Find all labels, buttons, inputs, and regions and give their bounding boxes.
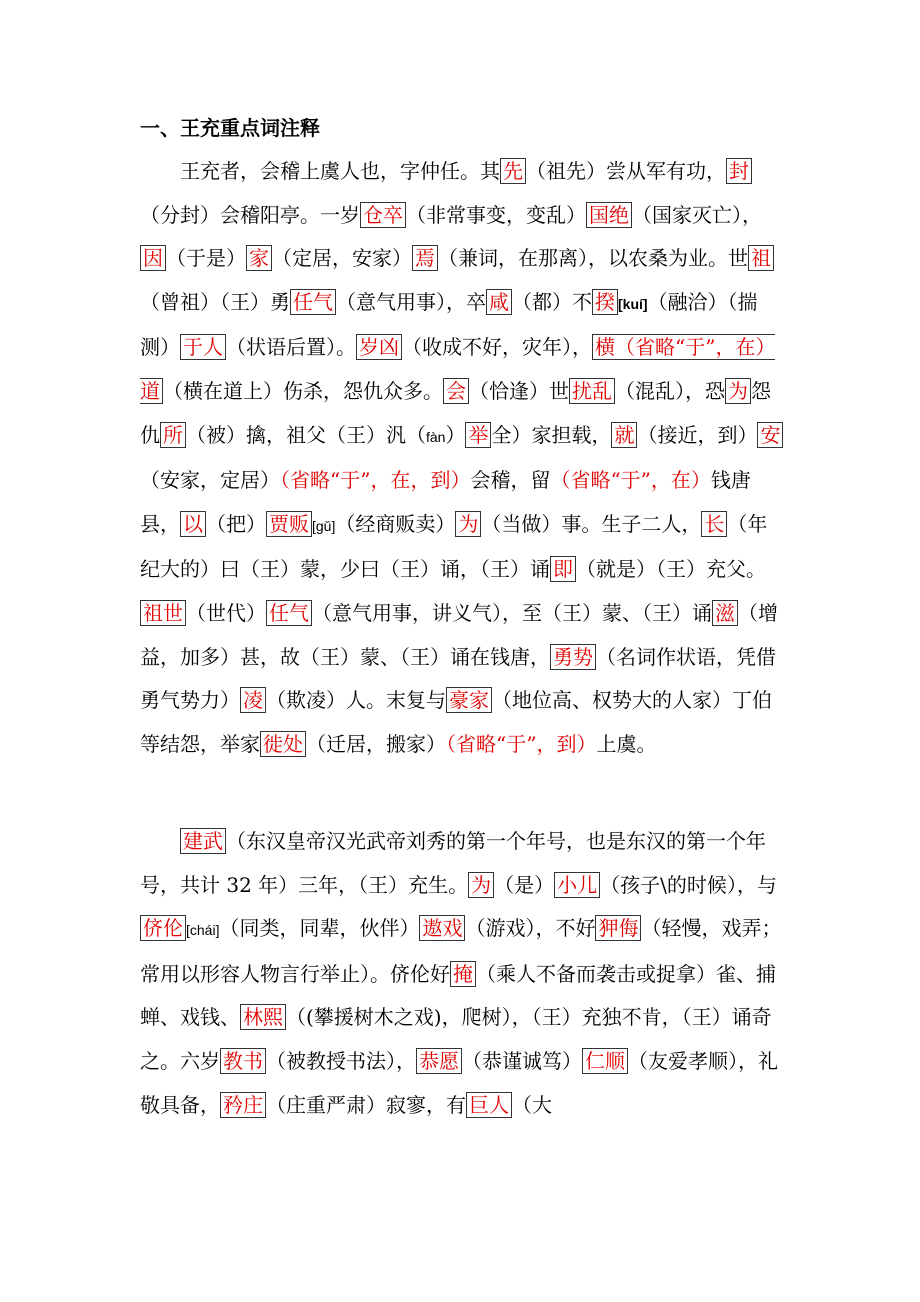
text-segment: （安家，定居） <box>140 468 280 493</box>
annotated-term: 掩 <box>450 961 476 987</box>
text-segment: （大 <box>512 1092 552 1117</box>
annotated-term: 咸 <box>486 289 512 315</box>
text-segment: （迁居，搬家） <box>306 731 446 756</box>
annotated-term: 即 <box>550 556 576 582</box>
text-segment: （把） <box>206 511 266 536</box>
text-segment: （横在道上）伤杀，怨仇众多。 <box>163 378 443 403</box>
text-segment: （混乱），恐 <box>615 378 725 403</box>
annotated-term: 举 <box>465 422 491 448</box>
annotated-term: 扰乱 <box>569 378 615 404</box>
text-segment: （意气用事），卒 <box>336 289 486 314</box>
text-segment: 王充者，会稽上虞人也，字仲任。其 <box>180 159 500 183</box>
text-segment: 怨仇 <box>140 378 771 447</box>
pinyin-annotation: [kuí] <box>618 295 648 312</box>
text-segment: （于是） <box>166 246 246 271</box>
text-segment: （状语后置）。 <box>226 335 356 360</box>
pinyin-annotation: [gǔ] <box>312 517 336 534</box>
annotated-term: 为 <box>725 378 751 404</box>
annotated-term: 恭愿 <box>416 1048 462 1074</box>
annotated-term: 家 <box>246 245 272 271</box>
text-segment: （恭谨诚笃） <box>462 1048 582 1073</box>
text-segment: （接近，到） <box>637 422 758 447</box>
text-segment: （东汉皇帝汉光武帝刘秀的第一个年号，也是东汉的第一个年号，共计 32 年）三年，（王）充生。 <box>140 829 766 897</box>
annotated-term: 所 <box>160 422 186 448</box>
pinyin-annotation: [chái] <box>186 922 220 939</box>
text-segment: （名词作状语，凭借勇气势力） <box>140 644 776 713</box>
text-segment: （被）擒，祖父（王）汎（ <box>186 422 426 447</box>
annotated-term: 徙处 <box>260 731 306 757</box>
annotated-term: 以 <box>180 511 206 537</box>
annotated-term: 贾贩 <box>266 511 312 537</box>
annotated-term: 林熙 <box>240 1004 286 1030</box>
text-segment: （地位高、权势大的人家）丁伯等结怨，举家 <box>140 688 772 756</box>
text-segment: （(攀援树木之戏)，爬树），（王）充独不肯，（王）诵奇之。六岁 <box>140 1005 772 1073</box>
paragraph-1 <box>140 150 785 766</box>
text-segment: （兼词，在那离），以农桑为业。世 <box>438 246 748 271</box>
section-heading: 一、王充重点词注释 <box>140 116 320 140</box>
text-segment: （世代） <box>186 600 266 625</box>
annotated-term: 就 <box>611 422 637 448</box>
annotated-term: 狎侮 <box>595 915 641 941</box>
annotated-term: 安 <box>757 422 783 448</box>
text-segment: （融洽）（揣测） <box>140 289 758 360</box>
text-segment: ） <box>445 422 466 447</box>
annotated-term: 遨戏 <box>419 915 465 941</box>
annotated-term: 矜庄 <box>220 1092 266 1118</box>
text-segment: （都）不 <box>512 289 592 314</box>
annotated-term: 建武 <box>180 828 226 854</box>
annotated-term: 焉 <box>412 245 438 271</box>
text-segment: （当做）事。生子二人， <box>481 511 702 536</box>
text-segment: （欺凌）人。末复与 <box>266 688 446 713</box>
text-segment: （庄重严肃）寂寥，有 <box>266 1092 466 1117</box>
text-segment: （轻慢，戏弄；常用以形容人物言行举止）。侪伦好 <box>140 916 782 986</box>
annotated-term: 仁顺 <box>582 1048 628 1074</box>
text-segment: （是） <box>494 872 555 897</box>
annotated-term: 侪伦 <box>140 915 186 941</box>
text-segment: （年纪大的）曰（王）蒙，少曰（王）诵，（王）诵 <box>140 511 768 582</box>
annotated-term: 祖 <box>748 245 774 271</box>
paragraph-2 <box>140 820 785 1127</box>
annotated-term: 小儿 <box>554 872 600 898</box>
text-segment: （恰逢）世 <box>469 378 569 403</box>
annotated-term: 会 <box>443 378 469 404</box>
annotated-term: 为 <box>468 872 494 898</box>
annotated-term: 任气 <box>290 289 336 315</box>
annotated-term: 滋 <box>712 600 738 626</box>
text-segment: （曾祖）（王）勇 <box>140 289 290 314</box>
annotated-term: 长 <box>701 511 727 537</box>
annotated-term: 岁凶 <box>356 334 402 360</box>
annotated-term: 勇势 <box>550 644 596 670</box>
annotated-term: 先 <box>500 158 526 184</box>
annotated-term: 揆 <box>592 289 618 315</box>
text-segment: （意气用事，讲义气），至（王）蒙、（王）诵 <box>312 600 712 625</box>
text-segment: （孩子\的时候），与 <box>600 872 777 897</box>
annotated-term: 封 <box>726 158 752 184</box>
text-segment: （收成不好，灾年）， <box>402 335 592 360</box>
text-segment: （增益，加多）甚，故（王）蒙、（王）诵在钱唐， <box>140 600 778 669</box>
text-segment: （经商贩卖） <box>335 511 456 536</box>
omission-note: （省略“于”，在） <box>550 468 711 493</box>
annotated-term: 教书 <box>220 1048 266 1074</box>
text-segment: （同类，同辈，伙伴） <box>219 916 420 941</box>
annotated-term: 祖世 <box>140 600 186 626</box>
text-segment: 全）家担载， <box>491 422 612 447</box>
annotated-term: 凌 <box>240 687 266 713</box>
text-segment: （国家灭亡）， <box>632 202 762 227</box>
annotated-term: 于人 <box>180 334 226 360</box>
annotated-term: 巨人 <box>466 1092 512 1118</box>
annotated-term: 因 <box>140 245 166 271</box>
omission-note: （省略“于”，到） <box>446 731 597 756</box>
text-segment: 会稽，留 <box>470 468 551 493</box>
text-segment: 上虞。 <box>596 731 657 756</box>
annotated-term: 豪家 <box>446 687 492 713</box>
annotated-term: 横（省略“于”，在）道 <box>140 335 776 403</box>
text-segment: （非常事变，变乱） <box>406 202 586 227</box>
annotated-term: 国绝 <box>586 202 632 228</box>
text-segment: （祖先）尝从军有功， <box>526 159 726 183</box>
omission-note: （省略“于”，在，到） <box>280 468 471 493</box>
pinyin-annotation: fàn <box>426 428 446 445</box>
text-segment: （友爱孝顺），礼敬具备， <box>140 1048 778 1117</box>
text-segment: （定居，安家） <box>272 246 412 271</box>
text-segment: （乘人不备而袭击或捉拿）雀、捕蝉、戏钱、 <box>140 961 776 1030</box>
annotated-term: 仓卒 <box>360 202 406 228</box>
annotated-term: 任气 <box>266 600 312 626</box>
annotated-term: 为 <box>455 511 481 537</box>
text-segment: （分封）会稽阳亭。一岁 <box>140 202 360 227</box>
text-segment: （被教授书法）， <box>266 1048 416 1073</box>
text-segment: 钱唐县， <box>140 468 751 536</box>
text-segment: （就是）（王）充父。 <box>576 557 766 582</box>
text-segment: （游戏），不好 <box>465 916 596 941</box>
